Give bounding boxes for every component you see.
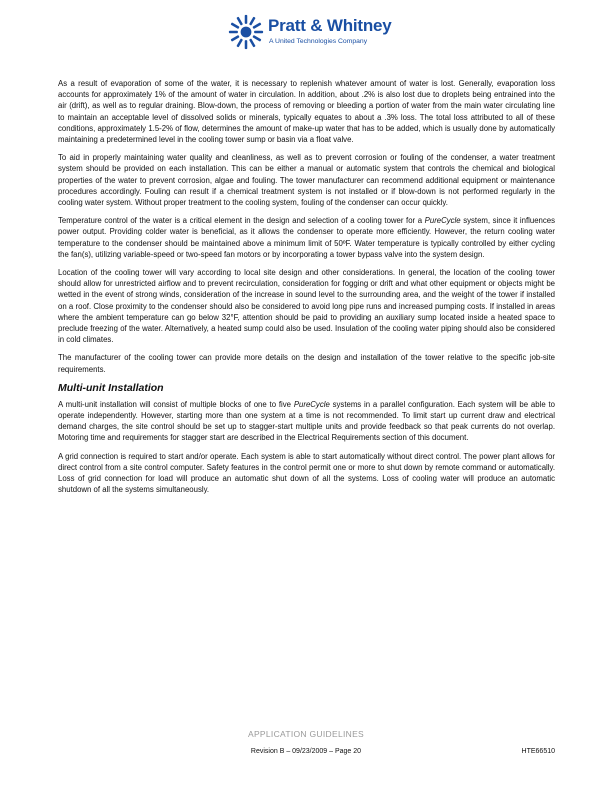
company-logo bbox=[228, 12, 408, 52]
brand-name: Pratt & Whitney bbox=[268, 16, 392, 35]
paragraph-text: Temperature control of the water is a critical element in the design and selection of a cooling tower for a bbox=[58, 216, 425, 226]
footer-doc-code: HTE66510 bbox=[521, 748, 555, 755]
paragraph-text: A multi-unit installation will consist of multiple blocks of one to five bbox=[58, 399, 294, 409]
brand-tagline: A United Technologies Company bbox=[269, 38, 368, 45]
product-name: PureCycle bbox=[424, 216, 461, 226]
paragraph-water-treatment: To aid in properly maintaining water quality and cleanliness, as well as to prevent corrosion or fouling of the condenser, a water treatment system should be provided on each installation. This can be either a manual or automatic system that controls the chemical and biological properties of the water to prevent corrosion, algae and fouling. The tower manufacturer can recommend additional equipment or maintenance procedures accordingly. Fouling can result if a chemical treatment system is not installed or if blow-down is not performed regularly in the cooling water system. Without proper treatment to the cooling system, fouling of the condenser can occur quickly. bbox=[58, 153, 555, 208]
paragraph-evaporation: As a result of evaporation of some of the water, it is necessary to replenish whatever amount of water is lost. Generally, evaporation loss accounts for approximately 1% of the amount of water in circulation. In addition, about .2% is also lost due to droplets being entrained into the air (drift), as well as to regular draining. Blow-down, the process of removing or bleeding a portion of water from the main water circulating line to maintain an acceptable level of dissolved solids or minerals, typically equates to about a .3% loss. The total loss attributed to all of these conditions, approximately 1.5-2% of flow, determines the amount of make-up water that has to be added, which is usually done by automatically maintaining a predetermined level in the cooling tower sump or basin via a float valve. bbox=[58, 79, 555, 145]
paragraph-text: system, since it influences power output. Providing colder water is beneficial, as it allows the condenser to operate more efficiently. However, the return cooling water temperature to the condenser should be maintained above a minimum limit of 50ºF. Water temperature is typically controlled by either cycling the fan(s), utilizing variable-speed or two-speed fan motors or by incorporating a tower bypass valve into the system design. bbox=[58, 216, 556, 259]
paragraph-manufacturer: The manufacturer of the cooling tower can provide more details on the design and installation of the tower relative to the specific job-site requirements. bbox=[58, 353, 555, 374]
paragraph-multi-unit bbox=[58, 399, 555, 444]
paragraph-temperature-control bbox=[58, 215, 555, 260]
paragraph-text: systems in a parallel configuration. Each system will be able to operate independently. However, starting more than one system at a time is not recommended. To limit start up current draw and electrical demand charges, the site control should be set up to stagger-start multiple units and provide feedback so that peak currents do not overlap. Motoring time and requirements for stagger start are described in the Electrical Requirements section of this document. bbox=[58, 399, 555, 443]
footer-section-title: APPLICATION GUIDELINES bbox=[247, 729, 365, 739]
product-name: PureCycle bbox=[293, 399, 330, 409]
paragraph-grid-connection: A grid connection is required to start and/or operate. Each system is able to start automatically without direct control. The power plant allows for direct control from a site control computer. Safety features in the control permit one or more to shut down by remote command or automatically. Loss of grid connection for load will produce an automatic shut down of all the systems. Loss of cooling water will produce an automatic shutdown of all the systems simultaneously. bbox=[58, 451, 555, 495]
pw-eagle-logo-icon bbox=[228, 14, 264, 50]
footer-revision: Revision B – 09/23/2009 – Page 20 bbox=[250, 748, 362, 755]
paragraph-location: Location of the cooling tower will vary according to local site design and other considerations. In general, the location of the cooling tower should allow for unrestricted airflow and to prevent recirculation, consideration for fogging or drift and what other equipment or objects might be wetted in the event of strong winds, consideration of the increase in sound level to the surrounding area, and the weight of the tower if installed on a roof. Close proximity to the condenser should also be considered to avoid long pipe runs and increased pumping costs. If installed in areas where the ambient temperature can go below 32°F, attention should be paid to providing an auxiliary sump located inside a heated space to preclude freezing of the water. Alternatively, a heated sump could also be used. Insulation of the cooling water piping should also be considered in cold climates. bbox=[58, 268, 555, 345]
document-body bbox=[58, 78, 555, 503]
section-heading: Multi-unit Installation bbox=[58, 381, 164, 394]
